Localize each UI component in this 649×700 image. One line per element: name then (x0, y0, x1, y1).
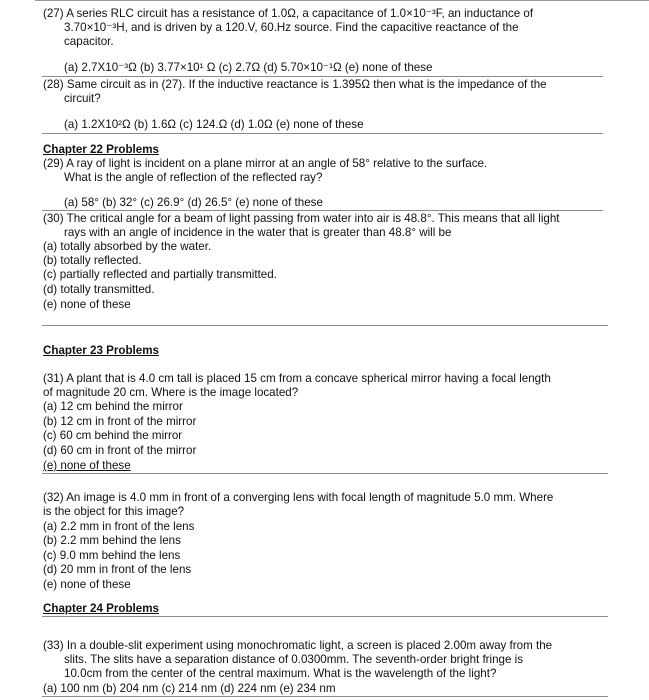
q28-line-2: circuit? (64, 92, 101, 105)
q31-choice-c: (c) 60 cm behind the mirror (43, 429, 183, 442)
q27-line-2: 3.70×10⁻³H, and is driven by a 120.V, 60.Hz source. Find the capacitive reactance of the (64, 21, 519, 34)
q29-options: (a) 58° (b) 32° (c) 26.9° (d) 26.5° (e) none of these (64, 196, 323, 209)
q27-options: (a) 2.7X10⁻³Ω (b) 3.77×10¹ Ω (c) 2.7Ω (d) 5.70×10⁻¹Ω (e) none of these (64, 61, 433, 74)
q30-line-2: rays with an angle of incidence in the water that is greater than 48.8° will be (64, 226, 452, 239)
q29-line-2: What is the angle of reflection of the reflected ray? (64, 171, 323, 184)
q32-line-1: (32) An image is 4.0 mm in front of a converging lens with focal length of magnitude 5.0 mm. Where (43, 491, 554, 504)
chapter-24-divider (42, 616, 608, 617)
q30-choice-d: (d) totally transmitted. (43, 283, 155, 296)
q31-choice-d: (d) 60 cm in front of the mirror (43, 444, 197, 457)
q30-choice-e: (e) none of these (43, 298, 131, 311)
q33-line-1: (33) In a double-slit experiment using monochromatic light, a screen is placed 2.00m away from the (43, 639, 553, 652)
q32-choice-e: (e) none of these (43, 578, 131, 591)
q30-choice-c: (c) partially reflected and partially transmitted. (43, 268, 277, 281)
q27-line-1: (27) A series RLC circuit has a resistance of 1.0Ω, a capacitance of 1.0×10⁻³F, an inductance of (43, 7, 534, 20)
q31-choice-b: (b) 12 cm in front of the mirror (43, 415, 197, 428)
q33-options: (a) 100 nm (b) 204 nm (c) 214 nm (d) 224 nm (e) 234 nm (43, 682, 336, 695)
q31-line-2: of magnitude 20 cm. Where is the image located? (43, 386, 299, 399)
q31-line-1: (31) A plant that is 4.0 cm tall is placed 15 cm from a concave spherical mirror having a focal length (43, 372, 551, 385)
q32-choice-c: (c) 9.0 mm behind the lens (43, 549, 181, 562)
top-border (35, 0, 649, 1)
q31-divider (42, 473, 608, 474)
q27-divider (42, 76, 603, 77)
q32-choice-d: (d) 20 mm in front of the lens (43, 563, 192, 576)
q32-line-2: is the object for this image? (43, 505, 185, 518)
q28-divider (42, 133, 603, 134)
chapter-24-heading: Chapter 24 Problems (43, 602, 159, 615)
chapter-22-heading: Chapter 22 Problems (43, 143, 159, 156)
q29-line-1: (29) A ray of light is incident on a plane mirror at an angle of 58° relative to the surface. (43, 157, 488, 170)
q28-options: (a) 1.2X10²Ω (b) 1.6Ω (c) 124.Ω (d) 1.0Ω (e) none of these (64, 118, 364, 131)
q27-line-3: capacitor. (64, 35, 114, 48)
q33-line-3: 10.0cm from the center of the central maximum. What is the wavelength of the light? (64, 667, 497, 680)
q30-choice-b: (b) totally reflected. (43, 254, 142, 267)
q29-divider (42, 210, 603, 211)
q28-line-1: (28) Same circuit as in (27). If the inductive reactance is 1.395Ω then what is the impedance of the (43, 78, 547, 91)
q30-line-1: (30) The critical angle for a beam of light passing from water into air is 48.8°. This means that all light (43, 212, 560, 225)
q30-divider (42, 325, 608, 326)
q33-divider (42, 696, 608, 697)
q32-choice-a: (a) 2.2 mm in front of the lens (43, 520, 195, 533)
q30-choice-a: (a) totally absorbed by the water. (43, 240, 212, 253)
q31-choice-a: (a) 12 cm behind the mirror (43, 400, 183, 413)
q31-choice-e: (e) none of these (43, 459, 131, 472)
q33-line-2: slits. The slits have a separation distance of 0.0300mm. The seventh-order bright fringe is (64, 653, 524, 666)
q32-choice-b: (b) 2.2 mm behind the lens (43, 534, 181, 547)
chapter-23-heading: Chapter 23 Problems (43, 344, 159, 357)
